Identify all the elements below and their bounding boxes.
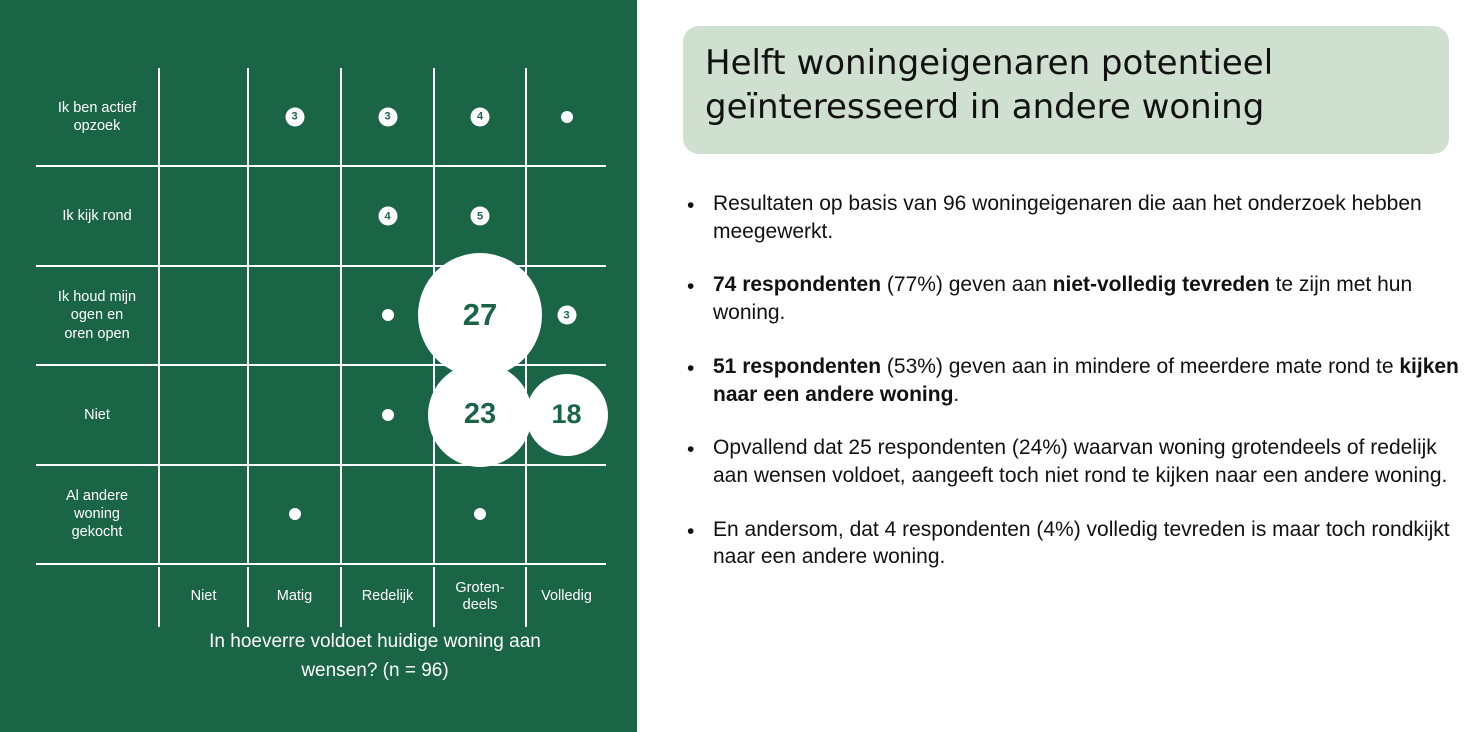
plain-text: En andersom, dat 4 respondenten (4%) volledig tevreden is maar toch rondkijkt naar een andere woning.: [713, 517, 1450, 569]
bullet-dot-icon: •: [687, 194, 695, 217]
cell-r0-matig: [249, 68, 342, 167]
emphasis-text: 74 respondenten: [713, 273, 887, 297]
cell-r1-niet: [160, 167, 249, 266]
emphasis-text: niet-volledig tevreden: [1052, 273, 1276, 297]
x-tick-volledig: Volledig: [541, 588, 592, 605]
cell-r1-grotendeels: [435, 167, 527, 266]
bubble-r0-grotendeels: 4: [471, 107, 490, 126]
page-title-line: Helft woningeigenaren potentieel: [705, 43, 1274, 83]
list-item: [677, 190, 1467, 245]
cell-r4-volledig: [527, 466, 606, 565]
bubble-r3-grotendeels: 23: [428, 363, 532, 467]
bubble-grid: [36, 68, 606, 565]
cell-r3-grotendeels: [435, 366, 527, 465]
list-item: [677, 516, 1467, 571]
row-label-line: woning: [74, 506, 120, 523]
bubble-r0-redelijk: 3: [378, 107, 397, 126]
cell-r0-volledig: [527, 68, 606, 167]
row-label-niet: [36, 366, 160, 465]
x-tick-grotendeels: [435, 567, 527, 627]
bubble-r3-redelijk: [382, 409, 394, 421]
plain-text: Resultaten op basis van 96 woningeigenaren die aan het onderzoek hebben meegewerkt.: [713, 192, 1422, 243]
cell-r4-grotendeels: [435, 466, 527, 565]
bullet-dot-icon: •: [687, 275, 695, 299]
bullet-list: [677, 190, 1467, 597]
bubble-r3-volledig: 18: [526, 374, 608, 456]
x-axis-title-line: In hoeverre voldoet huidige woning aan: [209, 631, 541, 652]
list-item-text: [713, 518, 1450, 569]
bubble-r4-grotendeels: [474, 508, 486, 520]
row-label-line: Ik kijk rond: [62, 208, 132, 225]
row-label-andere-woning-gekocht: [36, 466, 160, 565]
x-tick-spacer: [36, 567, 160, 627]
row-label-line: opzoek: [73, 117, 121, 134]
row-label-line: gekocht: [71, 524, 123, 541]
row-label-line: Niet: [84, 406, 110, 423]
cell-r4-matig: [249, 466, 342, 565]
row-label-line: Al andere: [65, 488, 129, 505]
cell-r1-redelijk: [342, 167, 435, 266]
plain-text: .: [953, 382, 960, 406]
cell-r0-niet: [160, 68, 249, 167]
cell-r0-grotendeels: [435, 68, 527, 167]
x-tick-line: deels: [462, 597, 498, 613]
bubble-r2-grotendeels: 27: [418, 253, 542, 377]
list-item: [677, 353, 1467, 408]
cell-r2-grotendeels: [435, 267, 527, 366]
row-label-actief-opzoek: [36, 68, 160, 167]
x-tick-matig: Matig: [249, 567, 342, 627]
plain-text: (77%) geven aan: [886, 273, 1053, 297]
chart-panel: [0, 0, 637, 732]
bullet-dot-icon: •: [687, 356, 695, 380]
cell-r4-redelijk: [342, 466, 435, 565]
page-title-line: geïnteresseerd in andere woning: [705, 86, 1265, 127]
bubble-r0-volledig: [561, 111, 573, 123]
list-item-text: [713, 355, 1459, 406]
plain-text: te zijn met hun woning.: [713, 273, 1413, 325]
cell-r1-volledig: [527, 167, 606, 266]
row-label-ogen-oren-open: [36, 267, 160, 366]
x-axis-title: [140, 628, 610, 685]
cell-r0-redelijk: [342, 68, 435, 167]
emphasis-text: 51 respondenten: [713, 354, 887, 378]
x-tick-niet: Niet: [160, 567, 249, 627]
x-axis-title-line: wensen? (n = 96): [301, 659, 449, 681]
bubble-r1-grotendeels: 5: [471, 207, 490, 226]
list-item: [677, 271, 1467, 326]
cell-r3-niet: [160, 366, 249, 465]
bullet-dot-icon: •: [687, 438, 695, 462]
bubble-r1-redelijk: 4: [378, 207, 397, 226]
list-item: [677, 434, 1467, 489]
chart-grid-wrapper: [36, 68, 606, 628]
bubble-r2-redelijk: [382, 309, 394, 321]
list-item-text: [713, 273, 1412, 324]
cell-r1-matig: [249, 167, 342, 266]
row-label-line: Ik ben actief: [57, 99, 137, 116]
row-label-kijk-rond: [36, 167, 160, 266]
x-tick-line: Groten-: [455, 579, 505, 596]
cell-r2-niet: [160, 267, 249, 366]
content-panel: [637, 0, 1473, 732]
cell-r2-matig: [249, 267, 342, 366]
list-item-text: [713, 436, 1447, 487]
bubble-r4-matig: [289, 508, 301, 520]
plain-text: Opvallend dat 25 respondenten (24%) waarvan woning grotendeels of redelijk aan wensen voldoet, aangeeft toch niet rond te kijken naar een andere woning.: [713, 436, 1448, 488]
list-item-text: [713, 192, 1422, 243]
cell-r3-matig: [249, 366, 342, 465]
bubble-r2-volledig: 3: [557, 306, 576, 325]
bubble-r0-matig: 3: [285, 107, 304, 126]
x-axis-tick-labels: [36, 567, 606, 627]
bullet-dot-icon: •: [687, 519, 695, 543]
cell-r3-volledig: [527, 366, 606, 465]
cell-r3-redelijk: [342, 366, 435, 465]
plain-text: (53%) geven aan in mindere of meerdere mate rond te: [886, 354, 1400, 378]
row-label-line: ogen en: [70, 307, 124, 324]
row-label-line: oren open: [64, 325, 130, 342]
emphasis-text: kijken naar een andere woning: [713, 354, 1459, 406]
page-title: [705, 42, 1427, 129]
row-label-line: Ik houd mijn: [57, 289, 137, 306]
title-banner: [683, 26, 1449, 154]
cell-r4-niet: [160, 466, 249, 565]
x-tick-redelijk: Redelijk: [342, 567, 435, 627]
